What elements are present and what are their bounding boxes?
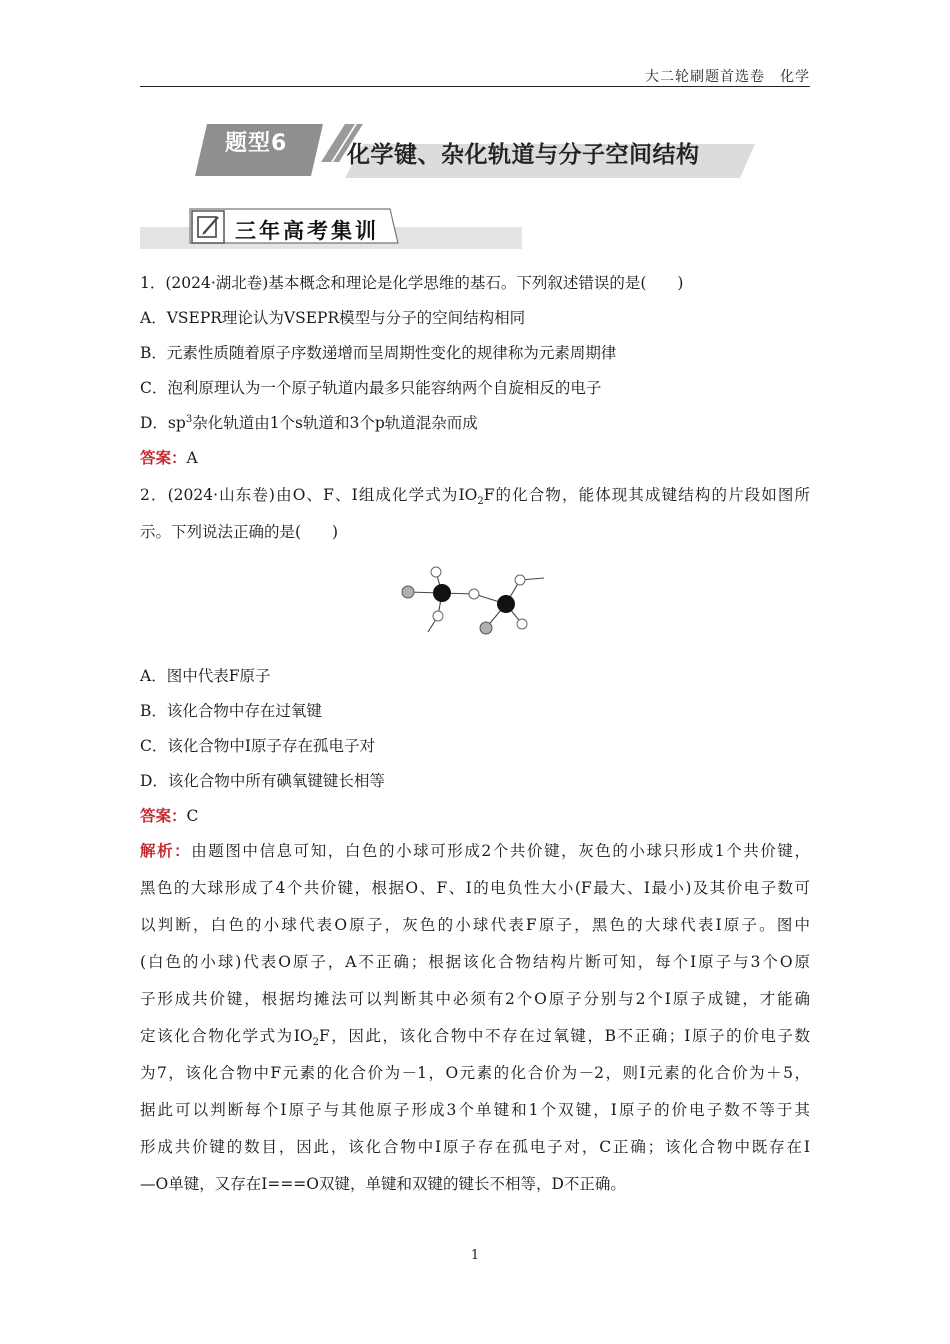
analysis-line: 据此可以判断每个I原子与其他原子形成3个单键和1个双键，I原子的价电子数不等于其 <box>140 1101 810 1119</box>
analysis-line: 子形成共价键，根据均摊法可以判断其中必须有2个O原子分别与2个I原子成键，才能确 <box>140 990 810 1008</box>
q2-answer: 答案：C <box>140 806 199 825</box>
analysis-line: 形成共价键的数目，因此，该化合物中I原子存在孤电子对，C正确；该化合物中既存在I <box>140 1138 810 1156</box>
analysis-line: 以判断，白色的小球代表O原子，灰色的小球代表F原子，黑色的大球代表I原子。图中 <box>140 916 810 934</box>
answer-label: 答案： <box>140 806 187 825</box>
q1-option-a: A．VSEPR理论认为VSEPR模型与分子的空间结构相同 <box>140 309 526 327</box>
topic-banner <box>195 122 755 178</box>
page-number: 1 <box>470 1248 480 1263</box>
answer-label: 答案： <box>140 448 187 467</box>
q1-stem: 1．(2024·湖北卷)基本概念和理论是化学思维的基石。下列叙述错误的是( ) <box>140 274 684 292</box>
running-header: 大二轮刷题首选卷 化学 <box>645 69 810 85</box>
analysis-line: (白色的小球)代表O原子，A不正确；根据该化合物结构片断可知，每个I原子与3个O原 <box>140 953 810 971</box>
q1-option-c: C．泡利原理认为一个原子轨道内最多只能容纳两个自旋相反的电子 <box>140 379 602 397</box>
section-title: 三年高考集训 <box>235 219 379 243</box>
analysis-line: 为7，该化合物中F元素的化合价为－1，O元素的化合价为－2，则I元素的化合价为＋5， <box>140 1064 810 1082</box>
section-heading <box>140 205 522 251</box>
analysis-line: —O单键，又存在I===O双键，单键和双键的键长不相等，D不正确。 <box>140 1175 626 1193</box>
q2-stem-line2: 示。下列说法正确的是( ) <box>140 523 339 541</box>
banner-title: 化学键、杂化轨道与分子空间结构 <box>347 142 700 168</box>
q2-option-d: D．该化合物中所有碘氧键键长相等 <box>140 772 385 790</box>
q2-option-c: C．该化合物中I原子存在孤电子对 <box>140 737 375 755</box>
analysis-label: 解析： <box>140 841 192 860</box>
molecule-fragment-figure <box>398 552 548 642</box>
q1-option-b: B．元素性质随着原子序数递增而呈周期性变化的规律称为元素周期律 <box>140 344 617 362</box>
q1-answer: 答案：A <box>140 448 198 467</box>
banner-tag: 题型6 <box>225 131 288 156</box>
q2-stem-line1: 2．(2024·山东卷)由O、F、I组成化学式为$IO_2F$的化合物，能体现其成键结构的片段如图所 <box>140 486 810 508</box>
q2-option-a: A．图中代表F原子 <box>140 667 271 685</box>
header-rule <box>140 86 810 87</box>
edit-pencil-icon <box>192 211 224 243</box>
q2-option-b: B．该化合物中存在过氧键 <box>140 702 322 720</box>
analysis-line: 黑色的大球形成了4个共价键，根据O、F、I的电负性大小(F最大、I最小)及其价电子数可 <box>140 879 810 897</box>
analysis-line: 解析：由题图中信息可知，白色的小球可形成2个共价键，灰色的小球只形成1个共价键， <box>140 841 810 860</box>
analysis-line: 定该化合物化学式为$IO_2F$，因此，该化合物中不存在过氧键，B不正确；I原子的价电子数 <box>140 1027 810 1049</box>
q1-option-d: D．$sp^3$杂化轨道由1个s轨道和3个p轨道混杂而成 <box>140 413 478 432</box>
